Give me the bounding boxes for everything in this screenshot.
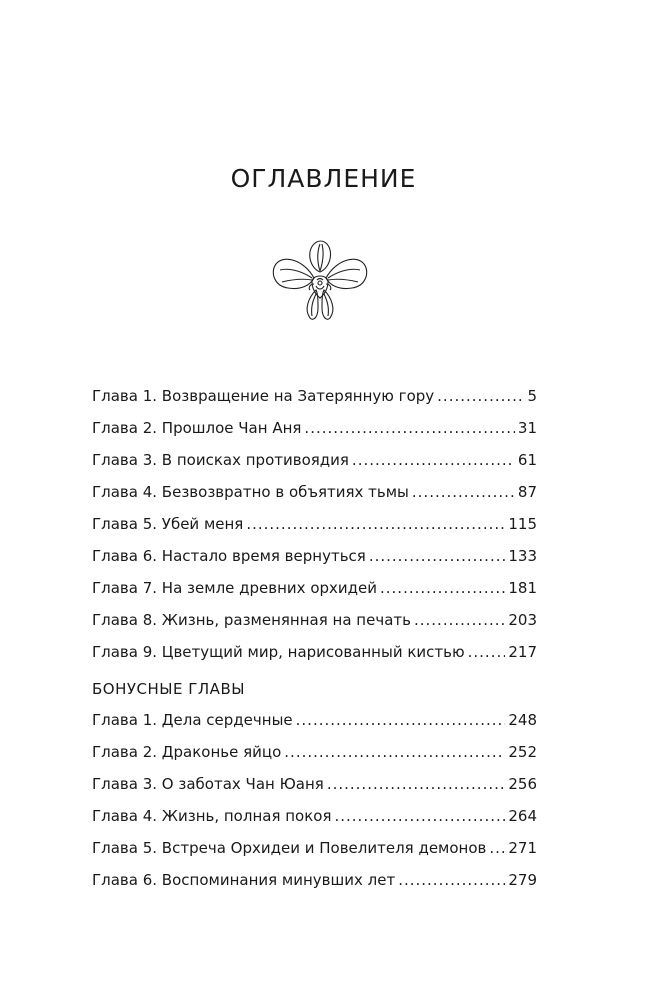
orchid-icon [270,238,370,324]
toc-leader-dots [246,515,505,533]
toc-entry-page: 252 [508,743,537,761]
toc-entry-title: Глава 2. Драконье яйцо [92,743,282,761]
toc-entry-page: 61 [517,451,537,469]
toc-entry-title: Глава 5. Убей меня [92,515,244,533]
toc-entry-title: Глава 5. Встреча Орхидеи и Повелителя демонов [92,839,487,857]
toc-entry-page: 217 [508,643,537,661]
toc-entry-title: Глава 6. Воспоминания минувших лет [92,871,396,889]
toc-entry-title: Глава 2. Прошлое Чан Аня [92,419,302,437]
toc-entry[interactable] [92,515,537,537]
toc-entry[interactable] [92,579,537,601]
toc-entry-page: 271 [508,839,537,857]
toc-entry-page: 115 [508,515,537,533]
toc-entry-page: 264 [508,807,537,825]
toc-entry-page: 279 [508,871,537,889]
toc-leader-dots [369,547,506,565]
toc-entry-page: 248 [508,711,537,729]
toc-entry-page: 133 [508,547,537,565]
toc-leader-dots [380,579,505,597]
toc-leader-dots [284,743,505,761]
toc-entry[interactable] [92,871,537,893]
toc-leader-dots [334,807,505,825]
toc-entry-title: Глава 6. Настало время вернуться [92,547,366,565]
toc-leader-dots [304,419,514,437]
toc-entry-title: Глава 3. В поисках противоядия [92,451,349,469]
toc-entry[interactable] [92,839,537,861]
toc-entry-page: 181 [508,579,537,597]
toc-leader-dots [489,839,505,857]
toc-entry-page: 256 [508,775,537,793]
toc-entry-page: 203 [508,611,537,629]
toc-leader-dots [437,387,524,405]
toc-entry-page: 31 [517,419,537,437]
toc-entry[interactable] [92,419,537,441]
toc-entry[interactable] [92,387,537,409]
toc-leader-dots [352,451,515,469]
toc-entry[interactable] [92,643,537,665]
toc-entry[interactable] [92,451,537,473]
toc-leader-dots [412,483,515,501]
toc-leader-dots [468,643,506,661]
toc-entry-title: Глава 1. Возвращение на Затерянную гору [92,387,435,405]
toc-leader-dots [296,711,506,729]
toc-entry-title: Глава 8. Жизнь, разменянная на печать [92,611,411,629]
toc-leader-dots [414,611,505,629]
toc-entry[interactable] [92,775,537,797]
toc-entry-title: Глава 7. На земле древних орхидей [92,579,377,597]
bonus-section-heading: БОНУСНЫЕ ГЛАВЫ [92,680,245,698]
page-title: ОГЛАВЛЕНИЕ [230,164,417,193]
toc-entry[interactable] [92,743,537,765]
toc-leader-dots [398,871,505,889]
toc-entry-title: Глава 4. Жизнь, полная покоя [92,807,332,825]
toc-entry-page: 87 [517,483,537,501]
toc-entry-title: Глава 9. Цветущий мир, нарисованный кистью [92,643,465,661]
toc-entry[interactable] [92,611,537,633]
toc-entry[interactable] [92,711,537,733]
toc-leader-dots [327,775,506,793]
toc-entry[interactable] [92,483,537,505]
toc-entry[interactable] [92,807,537,829]
toc-entry-title: Глава 3. О заботах Чан Юаня [92,775,324,793]
toc-entry-page: 5 [527,387,537,405]
toc-entry[interactable] [92,547,537,569]
toc-entry-title: Глава 1. Дела сердечные [92,711,293,729]
toc-entry-title: Глава 4. Безвозвратно в объятиях тьмы [92,483,409,501]
